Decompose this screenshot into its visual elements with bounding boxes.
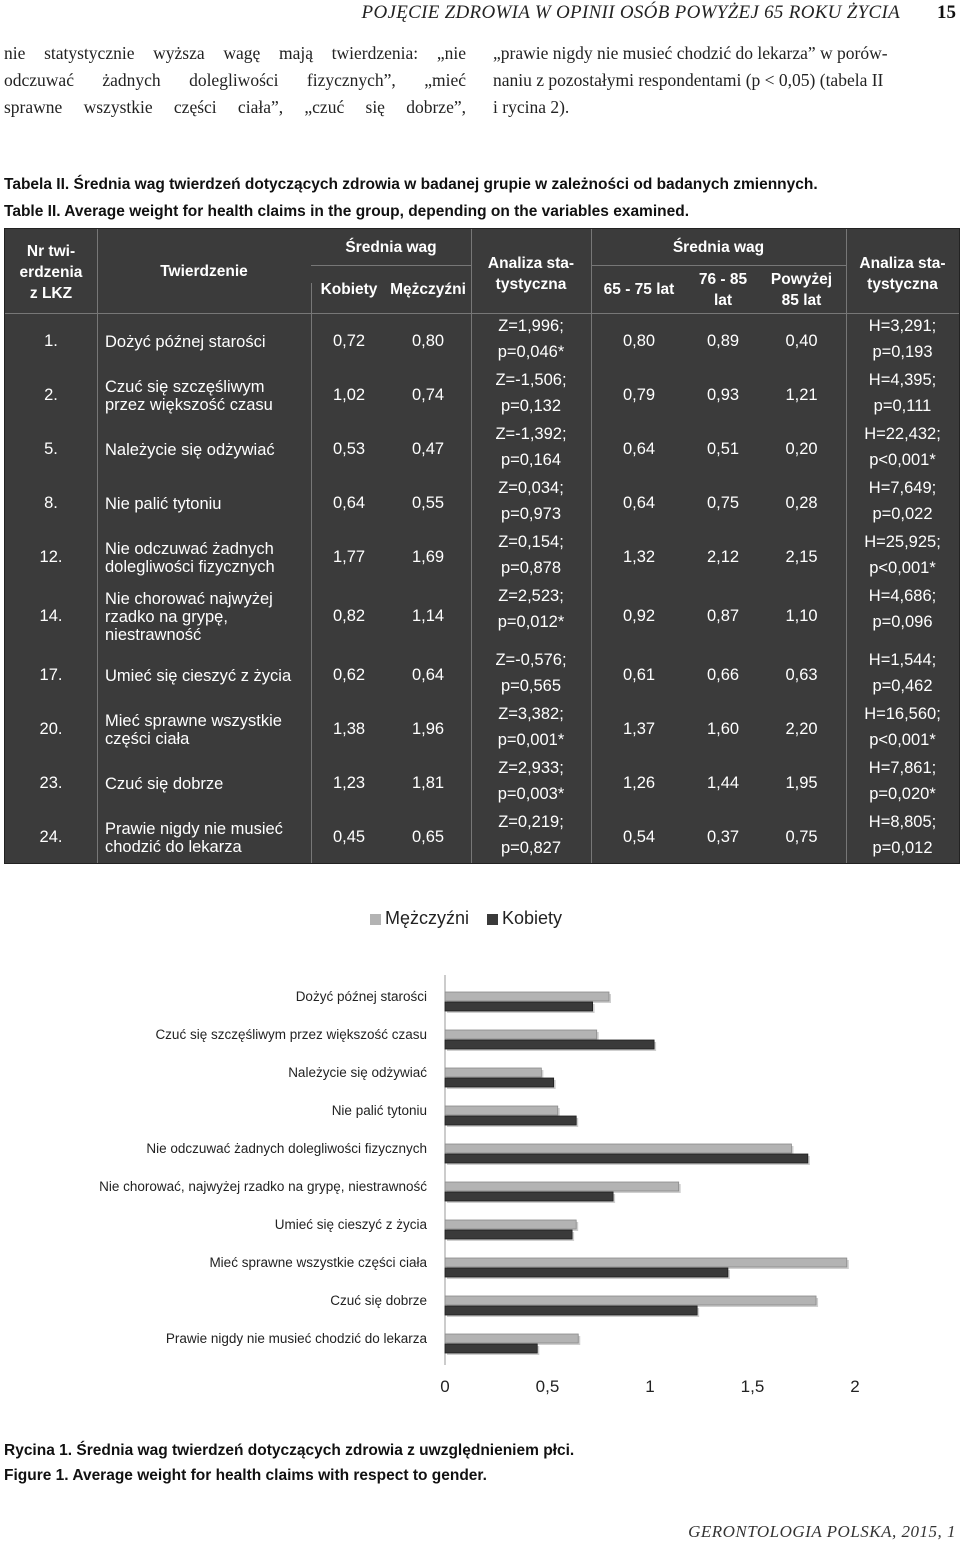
row-statement [105, 333, 311, 351]
bar-men [445, 1144, 791, 1153]
row-statement-line: Dożyć późnej starości [105, 333, 266, 351]
figure-caption-en: Figure 1. Average weight for health claims with respect to gender. [4, 1467, 487, 1484]
row-number: 20. [39, 720, 63, 738]
bar-chart [0, 895, 960, 1400]
cell-women: 1,02 [332, 386, 366, 404]
row-statement-line: części ciała [105, 730, 190, 748]
cell-h-stat: H=4,395; [868, 371, 937, 389]
row-statement-line: Prawie nigdy nie musieć [105, 820, 283, 838]
cell-age-over-85: 1,21 [785, 386, 818, 404]
row-statement-line: niestrawność [105, 626, 202, 644]
row-number: 14. [39, 607, 63, 625]
row-statement-line: Czuć się dobrze [105, 775, 224, 793]
cell-h-pvalue: p<0,001* [869, 559, 936, 577]
row-statement-line: Czuć się szczęśliwym [105, 378, 265, 396]
cell-z-stat: Z=3,382; [498, 705, 564, 723]
bar-women [445, 1192, 613, 1201]
x-tick-label: 2 [850, 1377, 860, 1396]
row-statement-line: Nie odczuwać żadnych [105, 540, 274, 558]
cell-women: 0,64 [332, 494, 366, 512]
cell-age-over-85: 0,40 [785, 332, 818, 350]
bar-women [445, 1116, 576, 1125]
cell-age-76-85: 2,12 [706, 548, 740, 566]
row-statement-line: Nie palić tytoniu [105, 495, 222, 513]
bar-men [445, 1030, 597, 1039]
bar-women [445, 1230, 572, 1239]
header-mean-weights-gender: Średnia wag [345, 239, 437, 256]
row-statement-line: Należycie się odżywiać [105, 441, 275, 459]
category-label: Należycie się odżywiać [288, 1065, 427, 1080]
cell-age-76-85: 0,75 [706, 494, 740, 512]
row-statement [105, 441, 311, 459]
cell-age-over-85: 2,20 [785, 720, 818, 738]
data-table [4, 228, 960, 864]
cell-men: 0,64 [411, 666, 445, 684]
cell-women: 0,45 [332, 828, 366, 846]
cell-h-stat: H=7,649; [868, 479, 937, 497]
journal-footer: GERONTOLOGIA POLSKA, 2015, 1 [688, 1522, 956, 1541]
cell-h-pvalue: p=0,012 [872, 839, 933, 857]
cell-h-stat: H=3,291; [868, 317, 937, 335]
cell-age-65-75: 0,64 [622, 440, 656, 458]
row-statement [105, 775, 311, 793]
cell-h-pvalue: p<0,001* [869, 731, 936, 749]
row-statement-line: Nie chorować najwyżej [105, 590, 273, 608]
text-line: naniu z pozostałymi respondentami (p < 0,05) (tabela II [493, 70, 884, 90]
cell-z-stat: Z=-1,506; [495, 371, 567, 389]
bar-women [445, 1040, 654, 1049]
cell-age-65-75: 1,26 [622, 774, 656, 792]
bar-women [445, 1154, 808, 1163]
row-statement-line: Mieć sprawne wszystkie [105, 712, 282, 730]
cell-men: 1,14 [411, 607, 445, 625]
cell-h-pvalue: p<0,001* [869, 451, 936, 469]
category-label: Czuć się szczęśliwym przez większość czasu [155, 1027, 427, 1042]
cell-women: 0,72 [332, 332, 366, 350]
cell-women: 0,53 [332, 440, 366, 458]
row-statement-line: chodzić do lekarza [105, 838, 242, 856]
header-age-over-85: Powyżej 85 lat [770, 271, 833, 309]
cell-h-pvalue: p=0,462 [872, 677, 933, 695]
cell-age-65-75: 0,64 [622, 494, 656, 512]
cell-h-stat: H=8,805; [868, 813, 937, 831]
category-label: Czuć się dobrze [330, 1293, 427, 1308]
cell-z-pvalue: p=0,827 [500, 839, 562, 857]
cell-women: 0,62 [332, 666, 366, 684]
category-label: Umieć się cieszyć z życia [274, 1217, 427, 1232]
cell-age-76-85: 1,44 [706, 774, 740, 792]
header-age-65-75: 65 - 75 lat [603, 281, 675, 298]
row-number: 8. [44, 494, 58, 512]
x-tick-label: 0 [440, 1377, 450, 1396]
row-number: 5. [44, 440, 58, 458]
bar-men [445, 1068, 541, 1077]
row-statement-line: rzadko na grypę, [105, 608, 228, 626]
cell-z-pvalue: p=0,973 [500, 505, 562, 523]
row-number: 23. [39, 774, 63, 792]
cell-men: 0,74 [411, 386, 445, 404]
category-label: Nie chorować, najwyżej rzadko na grypę, niestrawność [99, 1179, 427, 1194]
row-number: 12. [39, 548, 63, 566]
cell-z-pvalue: p=0,001* [497, 731, 565, 749]
bar-women [445, 1078, 554, 1087]
bar-women [445, 1306, 697, 1315]
row-number: 17. [39, 666, 63, 684]
cell-z-stat: Z=0,219; [498, 813, 564, 831]
cell-men: 1,69 [411, 548, 445, 566]
cell-age-65-75: 0,92 [622, 607, 656, 625]
cell-age-over-85: 2,15 [785, 548, 818, 566]
x-tick-label: 1,5 [740, 1377, 765, 1396]
cell-z-stat: Z=1,996; [498, 317, 564, 335]
bar-men [445, 1182, 679, 1191]
cell-z-pvalue: p=0,164 [500, 451, 562, 469]
row-statement [105, 495, 311, 513]
cell-z-stat: Z=0,034; [498, 479, 564, 497]
cell-age-76-85: 0,87 [706, 607, 740, 625]
row-statement-line: przez większość czasu [105, 396, 273, 414]
header-nr: Nr twi- erdzenia z LKZ [19, 243, 83, 302]
cell-h-stat: H=25,925; [864, 533, 941, 551]
bar-men [445, 1334, 578, 1343]
cell-z-stat: Z=0,154; [498, 533, 564, 551]
x-tick-label: 0,5 [535, 1377, 560, 1396]
bar-men [445, 1106, 558, 1115]
row-statement [105, 667, 311, 685]
cell-h-stat: H=16,560; [864, 705, 941, 723]
row-statement [105, 378, 311, 414]
table-caption-pl: Tabela II. Średnia wag twierdzeń dotyczących zdrowia w badanej grupie w zależności od badanych zmiennych. [4, 176, 818, 193]
cell-women: 1,77 [332, 548, 366, 566]
body-text-right-column [493, 40, 957, 121]
row-statement [105, 590, 311, 644]
bar-men [445, 992, 609, 1001]
cell-age-over-85: 0,75 [785, 828, 818, 846]
cell-z-pvalue: p=0,012* [497, 613, 565, 631]
body-text-left-column [4, 40, 466, 121]
cell-age-76-85: 1,60 [706, 720, 740, 738]
text-line: sprawne wszystkie części ciała”, „czuć się dobrze”, [4, 97, 466, 117]
cell-men: 0,80 [411, 332, 445, 350]
cell-z-pvalue: p=0,003* [497, 785, 565, 803]
header-men: Mężczyźni [390, 281, 466, 298]
text-line: nie statystycznie wyższa wagę mają twierdzenia: „nie [4, 43, 466, 63]
cell-men: 0,55 [411, 494, 445, 512]
cell-h-pvalue: p=0,111 [873, 397, 932, 415]
row-statement-line: Umieć się cieszyć z życia [105, 667, 292, 685]
cell-z-pvalue: p=0,565 [500, 677, 562, 695]
text-line: i rycina 2). [493, 97, 570, 117]
header-mean-weights-age: Średnia wag [672, 239, 765, 256]
page-number: 15 [937, 2, 956, 23]
cell-age-over-85: 0,28 [785, 494, 818, 512]
cell-women: 0,82 [332, 607, 366, 625]
category-label: Nie palić tytoniu [331, 1103, 427, 1118]
bar-men [445, 1296, 816, 1305]
text-line: odczuwać żadnych dolegliwości fizycznych”, „mieć [4, 70, 466, 90]
cell-men: 0,47 [411, 440, 445, 458]
table-caption-en: Table II. Average weight for health claims in the group, depending on the variables examined. [4, 203, 690, 220]
cell-h-stat: H=4,686; [868, 587, 937, 605]
bar-men [445, 1220, 576, 1229]
cell-age-over-85: 1,10 [785, 607, 818, 625]
cell-z-pvalue: p=0,046* [497, 343, 565, 361]
cell-age-65-75: 1,37 [622, 720, 656, 738]
bar-women [445, 1002, 593, 1011]
cell-h-pvalue: p=0,096 [872, 613, 933, 631]
category-label: Mieć sprawne wszystkie części ciała [209, 1255, 427, 1270]
row-number: 1. [44, 332, 58, 350]
cell-age-76-85: 0,89 [706, 332, 740, 350]
cell-age-65-75: 0,61 [622, 666, 656, 684]
running-title: POJĘCIE ZDROWIA W OPINII OSÓB POWYŻEJ 65 ROKU ŻYCIA [361, 2, 900, 23]
category-label: Nie odczuwać żadnych dolegliwości fizycznych [146, 1141, 427, 1156]
row-number: 2. [44, 386, 58, 404]
cell-men: 1,81 [411, 774, 445, 792]
cell-age-65-75: 0,79 [622, 386, 656, 404]
cell-women: 1,38 [332, 720, 366, 738]
category-label: Prawie nigdy nie musieć chodzić do lekarza [165, 1331, 427, 1346]
cell-h-stat: H=7,861; [868, 759, 937, 777]
cell-z-stat: Z=-1,392; [495, 425, 567, 443]
cell-h-pvalue: p=0,022 [872, 505, 933, 523]
row-statement [105, 540, 311, 576]
cell-age-over-85: 0,20 [785, 440, 818, 458]
legend-label: Kobiety [502, 908, 563, 928]
cell-women: 1,23 [332, 774, 366, 792]
cell-men: 1,96 [411, 720, 445, 738]
bar-women [445, 1344, 537, 1353]
bar-men [445, 1258, 847, 1267]
header-age-76-85: 76 - 85 lat [698, 271, 748, 309]
header-women: Kobiety [320, 281, 378, 298]
cell-h-stat: H=22,432; [864, 425, 941, 443]
cell-age-over-85: 0,63 [785, 666, 818, 684]
header-stat-analysis-z: Analiza sta- tystyczna [487, 255, 575, 293]
cell-z-pvalue: p=0,878 [500, 559, 562, 577]
row-statement [105, 820, 311, 856]
figure-caption-pl: Rycina 1. Średnia wag twierdzeń dotyczących zdrowia z uwzględnieniem płci. [4, 1442, 575, 1459]
bar-women [445, 1268, 728, 1277]
cell-age-76-85: 0,37 [706, 828, 740, 846]
cell-z-stat: Z=2,523; [498, 587, 564, 605]
cell-age-over-85: 1,95 [785, 774, 818, 792]
row-number: 24. [39, 828, 63, 846]
header-stat-analysis-h: Analiza sta- tystyczna [859, 255, 946, 293]
cell-men: 0,65 [411, 828, 445, 846]
cell-h-pvalue: p=0,020* [869, 785, 936, 803]
cell-age-65-75: 1,32 [622, 548, 656, 566]
cell-age-76-85: 0,51 [706, 440, 740, 458]
x-tick-label: 1 [645, 1377, 655, 1396]
cell-h-stat: H=1,544; [868, 651, 937, 669]
category-label: Dożyć późnej starości [295, 989, 427, 1004]
cell-age-76-85: 0,93 [706, 386, 740, 404]
running-header [0, 2, 960, 26]
cell-z-stat: Z=-0,576; [495, 651, 567, 669]
cell-z-pvalue: p=0,132 [500, 397, 562, 415]
header-statement: Twierdzenie [160, 263, 248, 280]
cell-age-76-85: 0,66 [706, 666, 740, 684]
cell-age-65-75: 0,80 [622, 332, 656, 350]
legend-label: Mężczyźni [385, 908, 470, 928]
row-statement-line: dolegliwości fizycznych [105, 558, 275, 576]
cell-age-65-75: 0,54 [622, 828, 656, 846]
cell-h-pvalue: p=0,193 [872, 343, 933, 361]
text-line: „prawie nigdy nie musieć chodzić do lekarza” w porów- [493, 43, 888, 63]
cell-z-stat: Z=2,933; [498, 759, 564, 777]
row-statement [105, 712, 311, 748]
